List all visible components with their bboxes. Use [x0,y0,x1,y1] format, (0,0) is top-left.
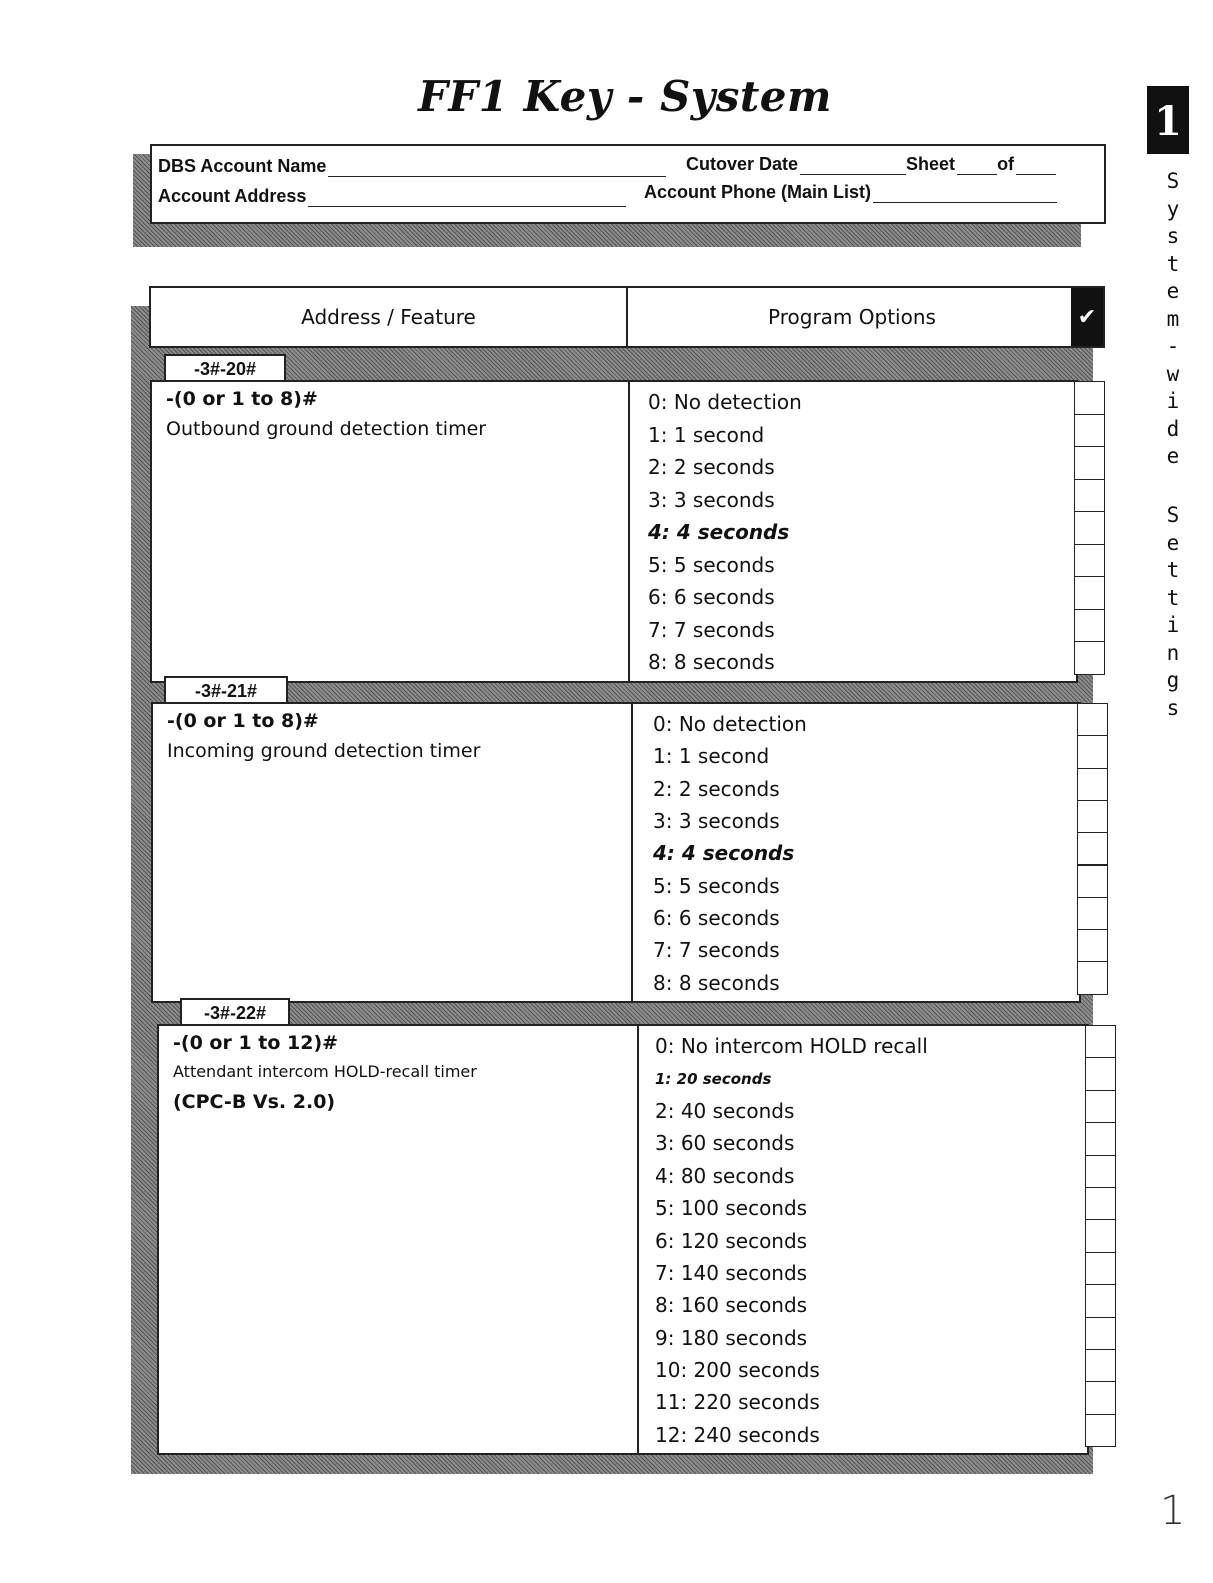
account-name-field[interactable] [158,156,666,177]
side-label-letter: t [1166,585,1180,610]
cutover-date-field[interactable] [686,154,1056,175]
account-phone-label: Account Phone (Main List) [644,182,871,202]
feature-code: -(0 or 1 to 8)# [167,710,319,732]
side-label-system-wide [1158,168,1188,471]
option-checkbox[interactable] [1074,576,1105,610]
feature-note: (CPC-B Vs. 2.0) [173,1091,336,1113]
side-label-letter: d [1166,416,1180,441]
option-checkbox[interactable] [1074,446,1105,480]
feature-cell [173,1032,477,1113]
side-label-letter: t [1166,558,1180,582]
option-checkbox[interactable] [1077,929,1108,962]
address-tab: -3#-21# [164,676,288,706]
option-checkbox[interactable] [1085,1349,1116,1382]
account-address-line[interactable] [308,190,626,207]
account-name-label: DBS Account Name [158,156,327,176]
feature-cell [166,388,486,450]
option-item: 5: 5 seconds [653,873,780,898]
account-address-field[interactable] [158,186,626,207]
option-checkbox[interactable] [1085,1025,1116,1058]
option-checkbox[interactable] [1077,800,1108,833]
cutover-date-label: Cutover Date [686,154,799,174]
option-item: 8: 8 seconds [653,970,780,995]
side-label-letter: i [1166,389,1180,413]
option-checkbox[interactable] [1085,1057,1116,1090]
option-item: 7: 140 seconds [655,1260,808,1285]
option-list [655,1030,928,1451]
side-label-letter: S [1166,503,1180,527]
side-label-letter: s [1166,695,1180,720]
option-item: 6: 6 seconds [653,905,780,930]
option-checkbox[interactable] [1085,1317,1116,1350]
page-title: FF1 Key - System [418,72,832,121]
option-checkbox[interactable] [1074,479,1105,513]
option-checkbox[interactable] [1074,511,1105,545]
option-item: 6: 120 seconds [655,1228,808,1253]
sheet-number-line[interactable] [957,158,997,175]
program-section [150,380,1078,683]
option-checkbox[interactable] [1077,865,1108,898]
address-tab: -3#-20# [164,354,286,384]
side-label-letter: e [1166,279,1180,303]
option-default: 4: 4 seconds [648,520,790,545]
option-default: 1: 20 seconds [655,1069,772,1088]
option-item: 8: 160 seconds [655,1293,808,1318]
option-item: 0: No intercom HOLD recall [655,1034,928,1059]
option-item: 12: 240 seconds [655,1422,820,1447]
side-label-letter: S [1166,169,1180,193]
option-item: 3: 3 seconds [653,809,780,834]
option-item: 5: 5 seconds [648,552,775,577]
option-checkbox[interactable] [1074,414,1105,448]
cutover-date-line[interactable] [800,158,906,175]
option-default: 4: 4 seconds [653,841,795,866]
side-label-letter: w [1166,361,1180,386]
side-label-letter: e [1166,444,1180,468]
option-item: 7: 7 seconds [653,938,780,963]
column-header-options: Program Options [768,305,936,329]
option-checkbox[interactable] [1077,897,1108,930]
option-item: 0: No detection [648,390,802,415]
option-checkbox[interactable] [1085,1414,1116,1447]
side-label-letter: g [1166,668,1180,692]
account-name-line[interactable] [328,160,666,177]
option-item: 8: 8 seconds [648,650,775,675]
feature-cell [167,710,480,772]
program-section [151,702,1081,1003]
feature-description: Outbound ground detection timer [166,418,487,440]
option-list [653,708,807,999]
account-phone-field[interactable] [644,182,1057,203]
option-checkbox[interactable] [1077,768,1108,801]
checkmark-icon: ✔ [1071,288,1103,346]
option-checkbox[interactable] [1085,1187,1116,1220]
option-item: 7: 7 seconds [648,617,775,642]
sheet-total-line[interactable] [1016,158,1056,175]
option-item: 10: 200 seconds [655,1358,820,1383]
option-checkbox[interactable] [1085,1090,1116,1123]
side-label-letter: t [1166,251,1180,276]
option-checkbox[interactable] [1077,703,1108,736]
of-label: of [997,154,1015,174]
address-tab: -3#-22# [180,998,290,1028]
side-label-letter: e [1166,530,1180,555]
option-checkbox[interactable] [1074,641,1105,675]
account-phone-line[interactable] [873,186,1057,203]
side-label-letter: n [1166,640,1180,665]
account-address-label: Account Address [158,186,307,206]
option-checkbox[interactable] [1077,735,1108,768]
option-item: 3: 60 seconds [655,1131,795,1156]
option-item: 4: 80 seconds [655,1163,795,1188]
column-divider [628,382,630,681]
side-label-letter: y [1166,196,1180,221]
option-checkbox[interactable] [1085,1284,1116,1317]
option-item: 2: 2 seconds [648,455,775,480]
option-item: 1: 1 second [648,422,765,447]
side-label-settings [1158,502,1188,722]
table-header [149,286,1105,348]
column-divider [631,704,633,1001]
program-section [157,1024,1089,1455]
feature-code: -(0 or 1 to 8)# [166,388,318,410]
option-checkbox[interactable] [1085,1122,1116,1155]
option-item: 2: 40 seconds [655,1098,795,1123]
option-item: 1: 1 second [653,744,770,769]
option-checkbox[interactable] [1085,1219,1116,1252]
page-number: 1 [1160,1488,1186,1534]
option-checkbox[interactable] [1085,1155,1116,1188]
option-item: 3: 3 seconds [648,487,775,512]
side-label-letter: m [1166,306,1180,331]
option-list [648,386,802,679]
option-checkbox[interactable] [1085,1381,1116,1414]
option-checkbox[interactable] [1074,381,1105,415]
side-label-letter: s [1166,224,1180,248]
option-checkbox[interactable] [1077,961,1108,994]
option-item: 5: 100 seconds [655,1196,808,1221]
account-info-box [150,144,1106,224]
option-item: 9: 180 seconds [655,1325,808,1350]
section-tab-number: 1 [1147,86,1189,154]
option-checkbox[interactable] [1074,544,1105,578]
option-checkbox[interactable] [1077,832,1108,865]
feature-code: -(0 or 1 to 12)# [173,1032,339,1054]
feature-description: Incoming ground detection timer [167,740,481,762]
column-header-feature: Address / Feature [151,288,628,346]
sheet-label: Sheet [906,154,956,174]
option-item: 6: 6 seconds [648,585,775,610]
option-checkbox[interactable] [1074,609,1105,643]
option-item: 2: 2 seconds [653,776,780,801]
option-item: 11: 220 seconds [655,1390,820,1415]
option-checkbox[interactable] [1085,1252,1116,1285]
option-item: 0: No detection [653,712,807,737]
side-label-letter: i [1166,613,1180,637]
side-label-letter: - [1166,334,1180,358]
feature-description: Attendant intercom HOLD-recall timer [173,1062,477,1081]
column-divider [637,1026,639,1453]
